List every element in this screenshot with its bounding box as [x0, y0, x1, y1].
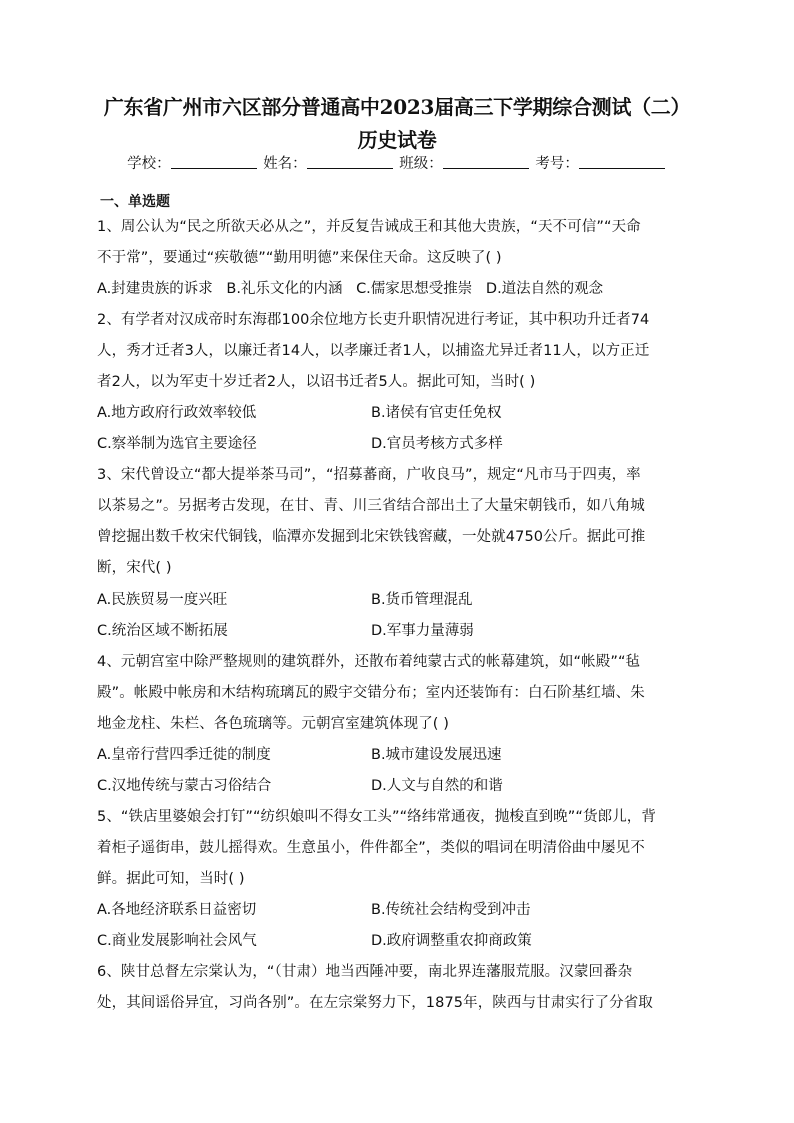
question-1-option-a[interactable]: A.封建贵族的诉求 — [97, 281, 213, 297]
question-5-line-2: 着柜子遥街串，鼓儿摇得欢。生意虽小，件件都全”，类似的唱词在明清俗曲中屡见不 — [97, 840, 645, 856]
question-4-line-1: 4、元朝宫室中除严整规则的建筑群外，还散布着纯蒙古式的帐幕建筑，如“帐殿”“毡 — [97, 654, 641, 670]
question-4-line-3: 地金龙柱、朱栏、各色琉璃等。元朝宫室建筑体现了( ) — [97, 716, 450, 732]
school-label: 学校： — [127, 156, 171, 172]
question-5-option-d[interactable]: D.政府调整重农抑商政策 — [371, 933, 532, 949]
question-1-line-1: 1、周公认为“民之所欲天必从之”，并反复告诫成王和其他大贵族，“天不可信”“天命 — [97, 219, 641, 235]
class-label: 班级： — [399, 156, 443, 172]
question-1-options — [97, 278, 612, 300]
exam-number-blank[interactable] — [579, 154, 665, 169]
exam-subtitle: 历史试卷 — [357, 128, 437, 152]
question-1-option-b[interactable]: B.礼乐文化的内涵 — [226, 281, 343, 297]
question-3-line-3: 曾挖掘出数千枚宋代铜钱，临潭亦发掘到北宋铁钱窖藏，一处就4750公斤。据此可推 — [97, 529, 646, 545]
question-5-option-a[interactable]: A.各地经济联系日益密切 — [97, 902, 257, 918]
question-2-option-a[interactable]: A.地方政府行政效率较低 — [97, 405, 257, 421]
question-4-option-d[interactable]: D.人文与自然的和谐 — [371, 778, 503, 794]
question-4-option-b[interactable]: B.城市建设发展迅速 — [371, 747, 502, 763]
exam-number-label: 考号： — [535, 156, 579, 172]
question-5-option-c[interactable]: C.商业发展影响社会风气 — [97, 933, 257, 949]
exam-title: 广东省广州市六区部分普通高中2023届高三下学期综合测试（二） — [103, 95, 691, 119]
question-1-option-d[interactable]: D.道法自然的观念 — [485, 281, 604, 297]
question-5-line-3: 鲜。据此可知，当时( ) — [97, 871, 245, 887]
question-3-option-b[interactable]: B.货币管理混乱 — [371, 592, 473, 608]
class-blank[interactable] — [443, 154, 529, 169]
question-4-option-c[interactable]: C.汉地传统与蒙古习俗结合 — [97, 778, 272, 794]
question-5-option-b[interactable]: B.传统社会结构受到冲击 — [371, 902, 531, 918]
question-3-line-4: 断，宋代( ) — [97, 560, 172, 576]
question-4-line-2: 殿”。帐殿中帐房和木结构琉璃瓦的殿宇交错分布；室内还装饰有：白石阶基红墙、朱 — [97, 685, 645, 701]
question-2-line-3: 者2人，以为军吏十岁迁者2人，以诏书迁者5人。据此可知，当时( ) — [97, 374, 536, 390]
section-heading: 一、单选题 — [100, 194, 170, 210]
question-3-line-1: 3、宋代曾设立“都大提举茶马司”，“招募蕃商，广收良马”，规定“凡市马于四夷，率 — [97, 467, 641, 483]
question-2-line-2: 人，秀才迁者3人，以廉迁者14人，以孝廉迁者1人，以捕盗尤异迁者11人，以方正迁 — [97, 343, 650, 359]
question-2-option-b[interactable]: B.诸侯有官吏任免权 — [371, 405, 502, 421]
question-3-option-a[interactable]: A.民族贸易一度兴旺 — [97, 592, 228, 608]
question-2-option-d[interactable]: D.官员考核方式多样 — [371, 436, 503, 452]
question-6-line-1: 6、陕甘总督左宗棠认为，“（甘肃）地当西陲冲要，南北界连藩服荒服。汉蒙回番杂 — [97, 964, 633, 980]
name-blank[interactable] — [307, 154, 393, 169]
question-2-option-c[interactable]: C.察举制为选官主要途径 — [97, 436, 257, 452]
question-2-line-1: 2、有学者对汉成帝时东海郡100余位地方长吏升职情况进行考证，其中积功升迁者74 — [97, 312, 650, 328]
question-5-line-1: 5、“铁店里婆娘会打钉”“纺织娘叫不得女工头”“络纬常通夜，抛梭直到晚”“货郎儿，背 — [97, 809, 657, 825]
question-1-option-c[interactable]: C.儒家思想受推崇 — [356, 281, 473, 297]
question-6-line-2: 处，其间谣俗异宜，习尚各别”。在左宗棠努力下，1875年，陕西与甘肃实行了分省取 — [97, 995, 653, 1011]
question-4-option-a[interactable]: A.皇帝行营四季迁徙的制度 — [97, 747, 271, 763]
question-3-option-c[interactable]: C.统治区域不断拓展 — [97, 623, 228, 639]
question-3-line-2: 以茶易之”。另据考古发现，在甘、青、川三省结合部出土了大量宋朝钱币，如八角城 — [97, 498, 645, 514]
question-1-line-2: 不于常”，要通过“疾敬德”“勤用明德”来保住天命。这反映了( ) — [97, 250, 502, 266]
school-blank[interactable] — [171, 154, 257, 169]
name-label: 姓名： — [263, 156, 307, 172]
question-3-option-d[interactable]: D.军事力量薄弱 — [371, 623, 474, 639]
student-info-line — [0, 153, 794, 175]
